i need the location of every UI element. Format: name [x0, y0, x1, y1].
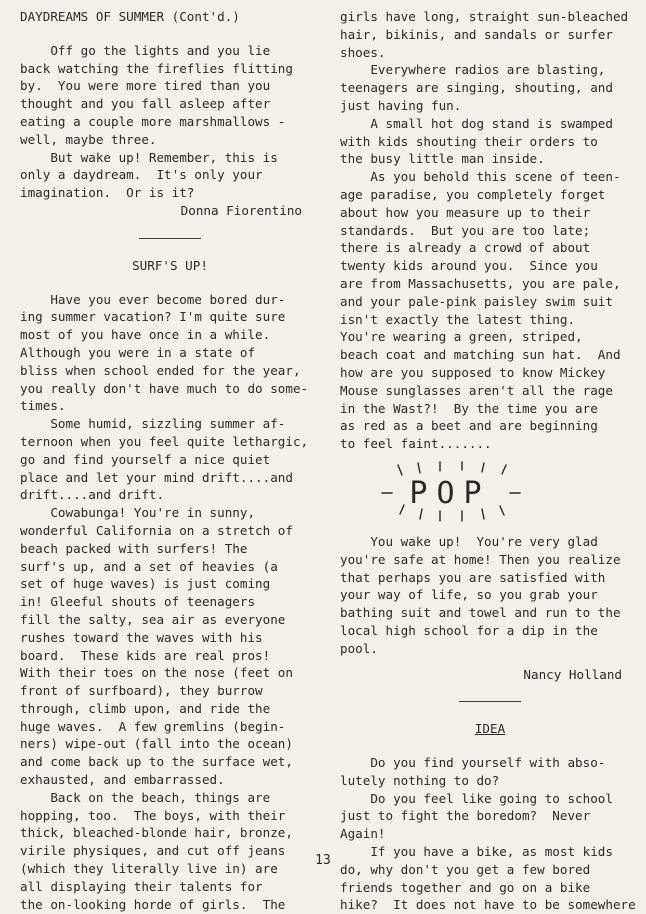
page-number: 13 [315, 853, 331, 868]
text-line: wonderful California on a stretch of [20, 522, 293, 538]
text-line: hopping, too. The boys, with their [20, 807, 286, 823]
surfs-up-author: Nancy Holland [523, 666, 622, 682]
surfs-up-cont-paragraph-4 [340, 168, 640, 453]
text-line: drift....and drift. [20, 487, 165, 503]
text-line: Although you were in a state of [20, 344, 256, 360]
text-line: well, maybe three. [20, 131, 157, 147]
text-line: eating a couple more marshmallows - [20, 113, 286, 129]
text-line: the on-looking horde of girls. The [20, 896, 286, 912]
pop-text: POP [409, 475, 491, 511]
text-line: A small hot dog stand is swamped [340, 115, 613, 131]
text-line: isn't exactly the latest thing. [340, 311, 576, 327]
text-line: Some humid, sizzling summer af- [20, 416, 286, 432]
surfs-up-title: SURF'S UP! [132, 257, 208, 273]
surfs-up-cont-paragraph-1 [340, 8, 640, 61]
text-line: only a daydream. It's only your [20, 167, 263, 183]
text-line: Off go the lights and you lie [20, 42, 271, 58]
text-line: about how you measure up to their [340, 204, 591, 220]
text-line: just to fight the boredom? Never [340, 808, 591, 824]
text-line: thick, bleached-blonde hair, bronze, [20, 825, 293, 841]
idea-article [340, 720, 640, 914]
pop-burst-icon [340, 453, 640, 533]
text-line: how are you supposed to know Mickey [340, 364, 606, 380]
text-line: standards. But you are too late; [340, 222, 591, 238]
text-line: Do you find yourself with abso- [340, 755, 606, 771]
text-line: Have you ever become bored dur- [20, 291, 286, 307]
text-line: and come back up to the surface wet, [20, 754, 293, 770]
surfs-up-cont-paragraph-3 [340, 115, 640, 168]
daydreams-title: DAYDREAMS OF SUMMER (Cont'd.) [20, 9, 240, 24]
surfs-up-cont-paragraph-5 [340, 533, 640, 658]
text-line: ners) wipe-out (fall into the ocean) [20, 736, 293, 752]
text-line: local high school for a dip in the [340, 622, 598, 638]
text-line: just having fun. [340, 97, 462, 113]
text-line: Again! [340, 826, 386, 842]
text-line: there is already a crowd of about [340, 240, 591, 256]
text-line: most of you have once in a while. [20, 327, 271, 343]
text-line: girls have long, straight sun-bleached [340, 9, 629, 24]
text-line: Do you feel like going to school [340, 790, 613, 806]
text-line: in! Gleeful shouts of teenagers [20, 594, 256, 610]
text-line: surf's up, and a set of heavies (a [20, 558, 278, 574]
text-line: board. These kids are real pros! [20, 647, 271, 663]
text-line: age paradise, you completely forget [340, 186, 606, 202]
text-line: you really don't have much to do some- [20, 380, 309, 396]
text-line: fill the salty, sea air as everyone [20, 611, 286, 627]
text-line: But wake up! Remember, this is [20, 149, 278, 165]
text-line: set of huge waves) is just coming [20, 576, 271, 592]
text-line: With their toes on the nose (feet on [20, 665, 293, 681]
text-line: the busy little man inside. [340, 151, 545, 167]
text-line: do, why don't you get a few bored [340, 861, 591, 877]
surfs-up-cont-paragraph-2 [340, 61, 640, 114]
text-line: Back on the beach, things are [20, 789, 271, 805]
text-line: huge waves. A few gremlins (begin- [20, 718, 286, 734]
pop-graphic [340, 453, 640, 533]
text-line: exhausted, and embarrassed. [20, 772, 225, 788]
text-line: lutely nothing to do? [340, 772, 500, 788]
text-line: all displaying their talents for [20, 878, 263, 894]
text-line: bliss when school ended for the year, [20, 362, 301, 378]
text-line: hike? It does not have to be somewhere [340, 897, 636, 913]
text-line: You're wearing a green, striped, [340, 329, 583, 345]
text-line: through, climb upon, and ride the [20, 700, 271, 716]
text-line: Cowabunga! You're in sunny, [20, 505, 256, 521]
text-line: virile physiques, and cut off jeans [20, 843, 286, 859]
text-line: pool. [340, 640, 378, 656]
idea-title: IDEA [474, 721, 506, 737]
daydreams-author: Donna Fiorentino [180, 202, 302, 218]
text-line: your way of life, so you grab your [340, 587, 598, 603]
text-line: in the Wast?! By the time you are [340, 400, 598, 416]
text-line: As you behold this scene of teen- [340, 169, 621, 185]
idea-paragraph-1 [340, 754, 640, 790]
text-line: place and let your mind drift....and [20, 469, 293, 485]
daydreams-paragraph-1 [20, 42, 320, 149]
text-line: you're safe at home! Then you realize [340, 551, 621, 567]
right-column [340, 8, 640, 914]
text-line: imagination. Or is it? [20, 185, 195, 201]
text-line: ing summer vacation? I'm quite sure [20, 309, 286, 325]
surfs-up-paragraph-2 [20, 415, 320, 504]
text-line: twenty kids around you. Since you [340, 258, 598, 274]
text-line: rushes toward the waves with his [20, 629, 263, 645]
text-line: hair, bikinis, and sandals or surfer [340, 26, 613, 42]
section-divider [139, 238, 201, 239]
section-divider [459, 701, 521, 702]
idea-paragraph-2 [340, 790, 640, 843]
text-line: teenagers are singing, shouting, and [340, 80, 613, 96]
text-line: beach packed with surfers! The [20, 540, 248, 556]
text-line: If you have a bike, as most kids [340, 844, 613, 860]
text-line: front of surfboard), they burrow [20, 683, 263, 699]
text-line: back watching the fireflies flitting [20, 60, 293, 76]
text-line: as red as a beet and are beginning [340, 418, 598, 434]
surfs-up-paragraph-3 [20, 504, 320, 789]
surfs-up-paragraph-1 [20, 291, 320, 416]
left-column [20, 8, 320, 913]
text-line: You wake up! You're very glad [340, 533, 598, 549]
daydreams-article [20, 8, 320, 220]
text-line: to feel faint....... [340, 436, 492, 452]
surfs-up-article [20, 257, 320, 914]
daydreams-paragraph-2 [20, 149, 320, 202]
text-line: with kids shouting their orders to [340, 133, 598, 149]
text-line: and your pale-pink paisley swim suit [340, 293, 613, 309]
text-line: friends together and go on a bike [340, 879, 591, 895]
text-line: that perhaps you are satisfied with [340, 569, 606, 585]
text-line: by. You were more tired than you [20, 78, 271, 94]
text-line: Mouse sunglasses aren't all the rage [340, 382, 613, 398]
text-line: Everywhere radios are blasting, [340, 62, 606, 78]
text-line: (which they literally live in) are [20, 861, 278, 877]
text-line: beach coat and matching sun hat. And [340, 347, 621, 363]
text-line: shoes. [340, 44, 386, 60]
text-line: thought and you fall asleep after [20, 96, 271, 112]
text-line: are from Massachusetts, you are pale, [340, 275, 621, 291]
text-line: times. [20, 398, 66, 414]
text-line: bathing suit and towel and run to the [340, 605, 621, 621]
text-line: ternoon when you feel quite lethargic, [20, 433, 309, 449]
text-line: go and find yourself a nice quiet [20, 451, 271, 467]
surfs-up-continued [340, 8, 640, 683]
